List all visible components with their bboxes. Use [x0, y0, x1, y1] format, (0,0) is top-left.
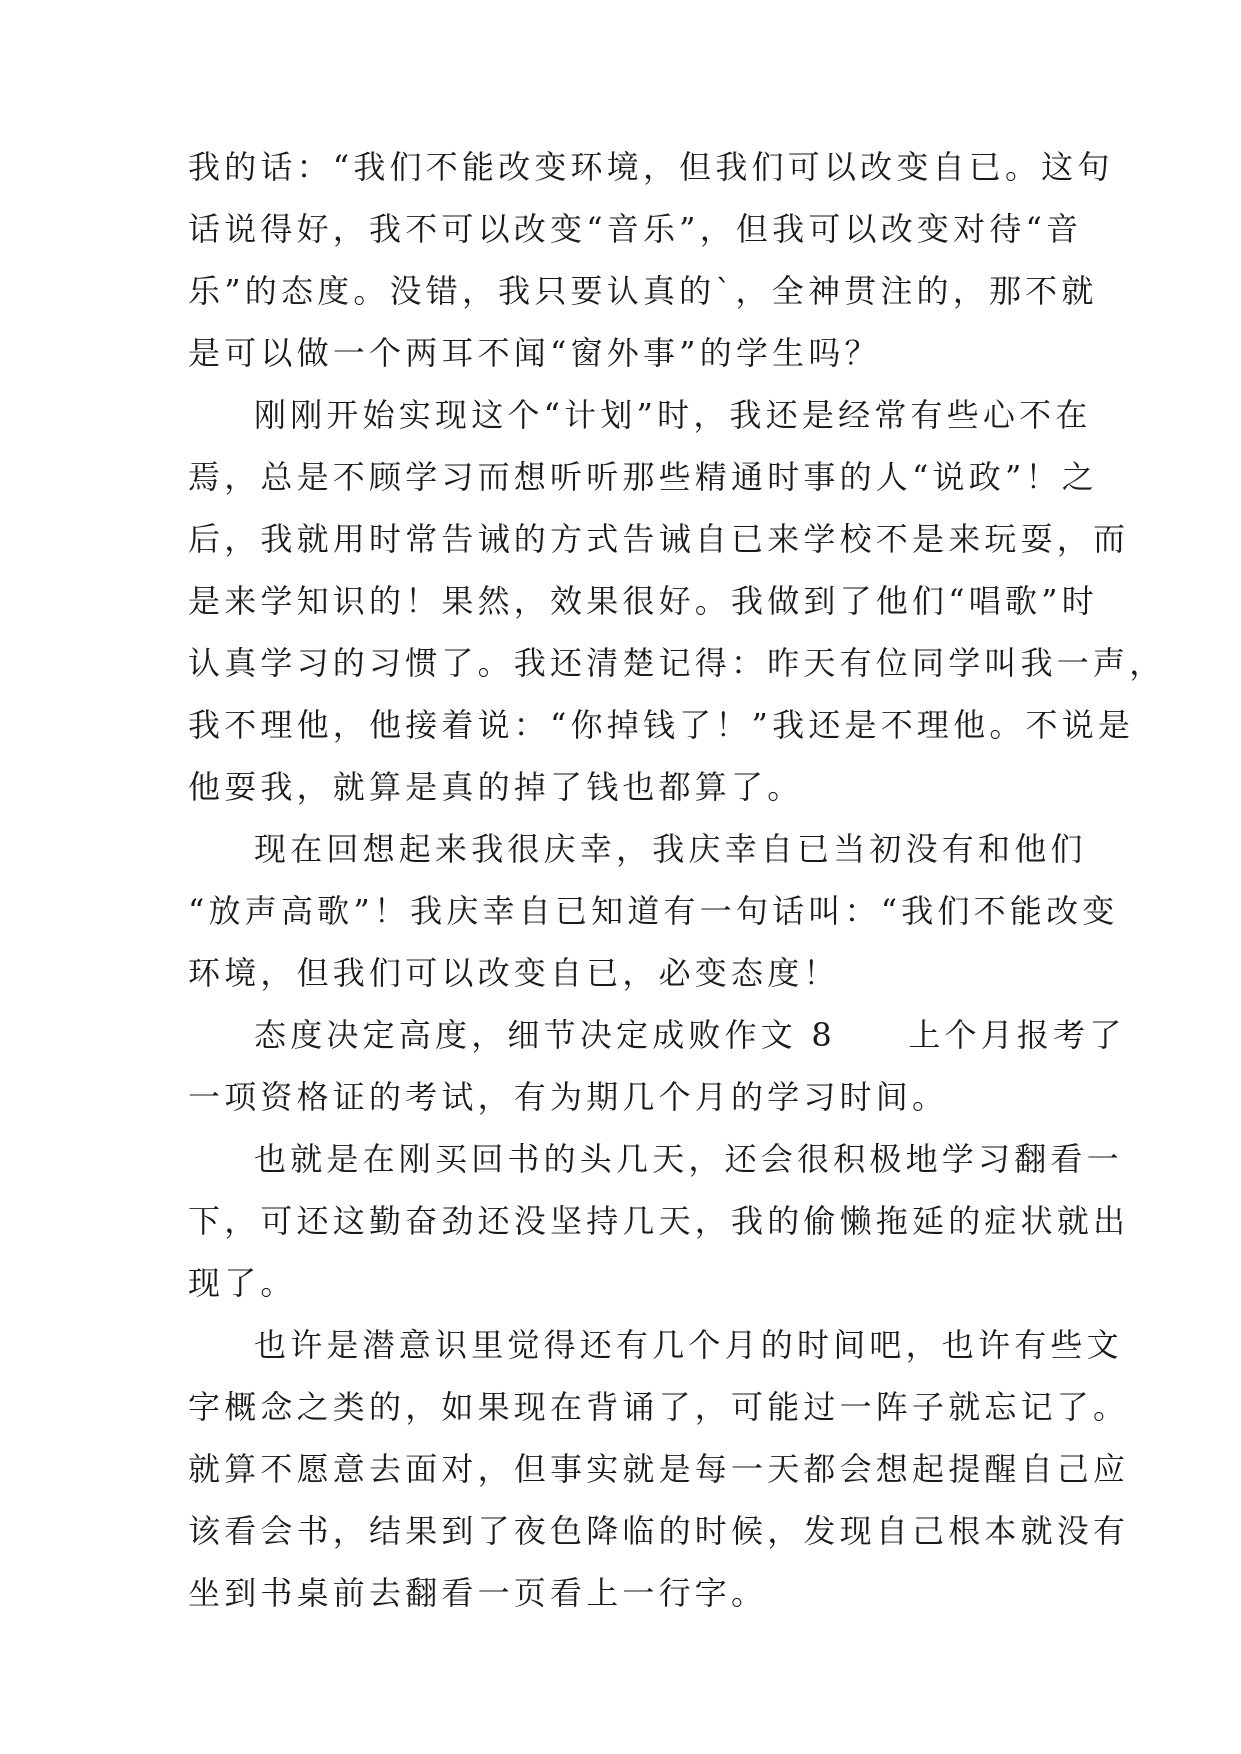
paragraph-first-line: 刚刚开始实现这个“计划”时，我还是经常有些心不在 — [254, 396, 1092, 434]
text-line: 乐”的态度。没错，我只要认真的`，全神贯注的，那不就 — [188, 272, 1098, 310]
text-line: 是来学知识的！果然，效果很好。我做到了他们“唱歌”时 — [188, 582, 1098, 620]
text-line: 我不理他，他接着说：“你掉钱了！”我还是不理他。不说是 — [188, 706, 1135, 744]
text-line: 我的话：“我们不能改变环境，但我们可以改变自已。这句 — [188, 148, 1114, 186]
text-line: 一项资格证的考试，有为期几个月的学习时间。 — [188, 1078, 949, 1116]
text-line: 他耍我，就算是真的掉了钱也都算了。 — [188, 768, 804, 806]
text-line: 下，可还这勤奋劲还没坚持几天，我的偷懒拖延的症状就出 — [188, 1202, 1130, 1240]
text-line: 坐到书桌前去翻看一页看上一行字。 — [188, 1574, 768, 1612]
text-line: “放声高歌”！我庆幸自已知道有一句话叫：“我们不能改变 — [188, 892, 1119, 930]
paragraph-first-line: 现在回想起来我很庆幸，我庆幸自已当初没有和他们 — [254, 830, 1087, 868]
paragraph-first-line: 态度决定高度，细节决定成败作文 8 上个月报考了 — [254, 1016, 1126, 1054]
text-line: 后，我就用时常告诫的方式告诫自已来学校不是来玩耍，而 — [188, 520, 1130, 558]
document-body — [188, 136, 1166, 1624]
paragraph-first-line: 也就是在刚买回书的头几天，还会很积极地学习翻看一 — [254, 1140, 1123, 1178]
text-line: 话说得好，我不可以改变“音乐”，但我可以改变对待“音 — [188, 210, 1083, 248]
text-line: 字概念之类的，如果现在背诵了，可能过一阵子就忘记了。 — [188, 1388, 1130, 1426]
text-line: 环境，但我们可以改变自已，必变态度！ — [188, 954, 840, 992]
text-line: 认真学习的习惯了。我还清楚记得：昨天有位同学叫我一声， — [188, 644, 1166, 682]
text-line: 是可以做一个两耳不闻“窗外事”的学生吗？ — [188, 334, 881, 372]
text-line: 该看会书，结果到了夜色降临的时候，发现自己根本就没有 — [188, 1512, 1130, 1550]
paragraph-first-line: 也许是潜意识里觉得还有几个月的时间吧，也许有些文 — [254, 1326, 1123, 1364]
text-line: 就算不愿意去面对，但事实就是每一天都会想起提醒自己应 — [188, 1450, 1130, 1488]
text-line: 现了。 — [188, 1264, 297, 1302]
text-line: 焉，总是不顾学习而想听听那些精通时事的人“说政”！之 — [188, 458, 1098, 496]
